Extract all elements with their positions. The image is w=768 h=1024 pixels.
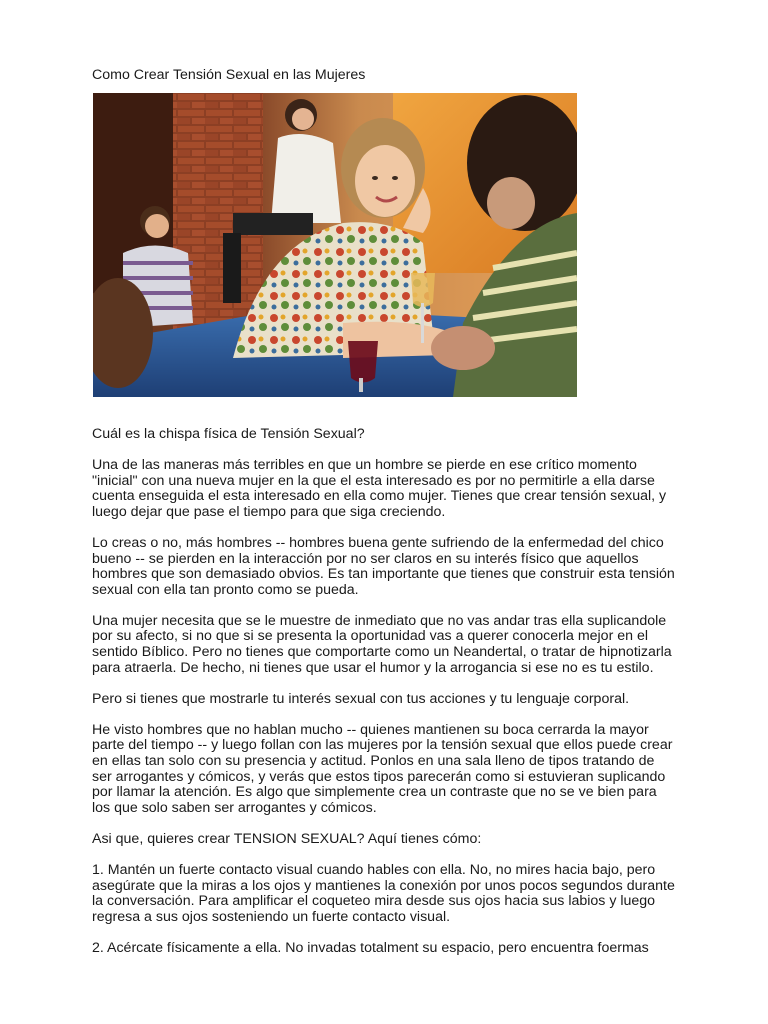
text-line: Lo creas o no, más hombres -- hombres buena gente sufriendo de la enfermedad del chico [92, 534, 664, 551]
paragraph [92, 427, 692, 443]
text-line: los que solo saben ser arrogantes y cómicos. [92, 799, 377, 816]
text-line: cuenta enseguida el esta interesado en ella como mujer. Tienes que crear tensión sexual, y [92, 488, 667, 505]
text-line: Una de las maneras más terribles en que un hombre se pierde en ese crítico momento [92, 457, 637, 474]
paragraph [92, 536, 692, 598]
text-line: asegúrate que la miras a los ojos y mantienes la conexión por unos pocos segundos durante [92, 877, 675, 894]
text-line: bueno -- se pierden en la interacción por no ser claros en su interés físico que aquellos [92, 550, 639, 567]
text-line: por llamar la atención. Es algo que simplemente crea un contraste que no se ve bien para [92, 784, 657, 801]
text-line: ser arrogantes y cómicos, y verás que estos tipos parecerán como si estuvieran suplicando [92, 768, 666, 785]
paragraph [92, 458, 692, 520]
document-body [92, 427, 692, 972]
text-line: "inicial" con una nueva mujer en la que el esta interesado es por no permitirle a ella darse [92, 472, 655, 489]
paragraph [92, 614, 692, 676]
text-line: Pero si tienes que mostrarle tu interés sexual con tus acciones y tu lenguaje corporal. [92, 690, 630, 707]
text-line: Una mujer necesita que se le muestre de inmediato que no vas andar tras ella suplicandole [92, 612, 667, 629]
text-line: sexual con ella tan pronto como se pueda. [92, 581, 359, 598]
text-line: Cuál es la chispa física de Tensión Sexual? [92, 426, 365, 442]
paragraph [92, 941, 692, 957]
text-line: para atraerla. De hecho, ni tienes que usar el humor y la arrogancia si ese no es tu estilo. [92, 659, 654, 676]
bar-scene-photo [93, 93, 577, 397]
text-line: He visto hombres que no hablan mucho -- quienes mantienen su boca cerrarda la mayor [92, 721, 649, 738]
text-line: parte del tiempo -- y luego follan con las mujeres por la tensión sexual que ellos puede crear [92, 737, 673, 754]
text-line: 1. Mantén un fuerte contacto visual cuando hables con ella. No, no mires hacia bajo, pero [92, 861, 656, 878]
paragraph [92, 723, 692, 817]
text-line: hombres que son demasiado obvios. Es tan importante que tienes que construir esta tensión [92, 566, 675, 583]
paragraph [92, 832, 692, 848]
document-title: Como Crear Tensión Sexual en las Mujeres [92, 67, 366, 83]
text-line: la conversación. Para amplificar el coqueteo mira desde sus ojos hacia sus labios y luego [92, 893, 656, 910]
text-line: en ellas tan solo con su presencia y actitud. Ponlos en una sala lleno de tipos tratando de [92, 753, 655, 769]
text-line: sentido Bíblico. Pero no tienes que comportarte como un Neandertal, o tratar de hipnotizarla [92, 644, 672, 661]
paragraph [92, 863, 692, 925]
paragraph [92, 692, 692, 708]
text-line: por su afecto, si no que si se presenta la oportunidad vas a querer conocerla mejor en el [92, 628, 649, 645]
text-line: regresa a sus ojos sosteniendo un fuerte contacto visual. [92, 908, 451, 925]
text-line: Asi que, quieres crear TENSION SEXUAL? Aquí tienes cómo: [92, 830, 482, 847]
text-line: luego dejar que pase el tiempo para que siga creciendo. [92, 503, 446, 520]
text-line: 2. Acércate físicamente a ella. No invadas totalment su espacio, pero encuentra foermas [92, 939, 649, 956]
